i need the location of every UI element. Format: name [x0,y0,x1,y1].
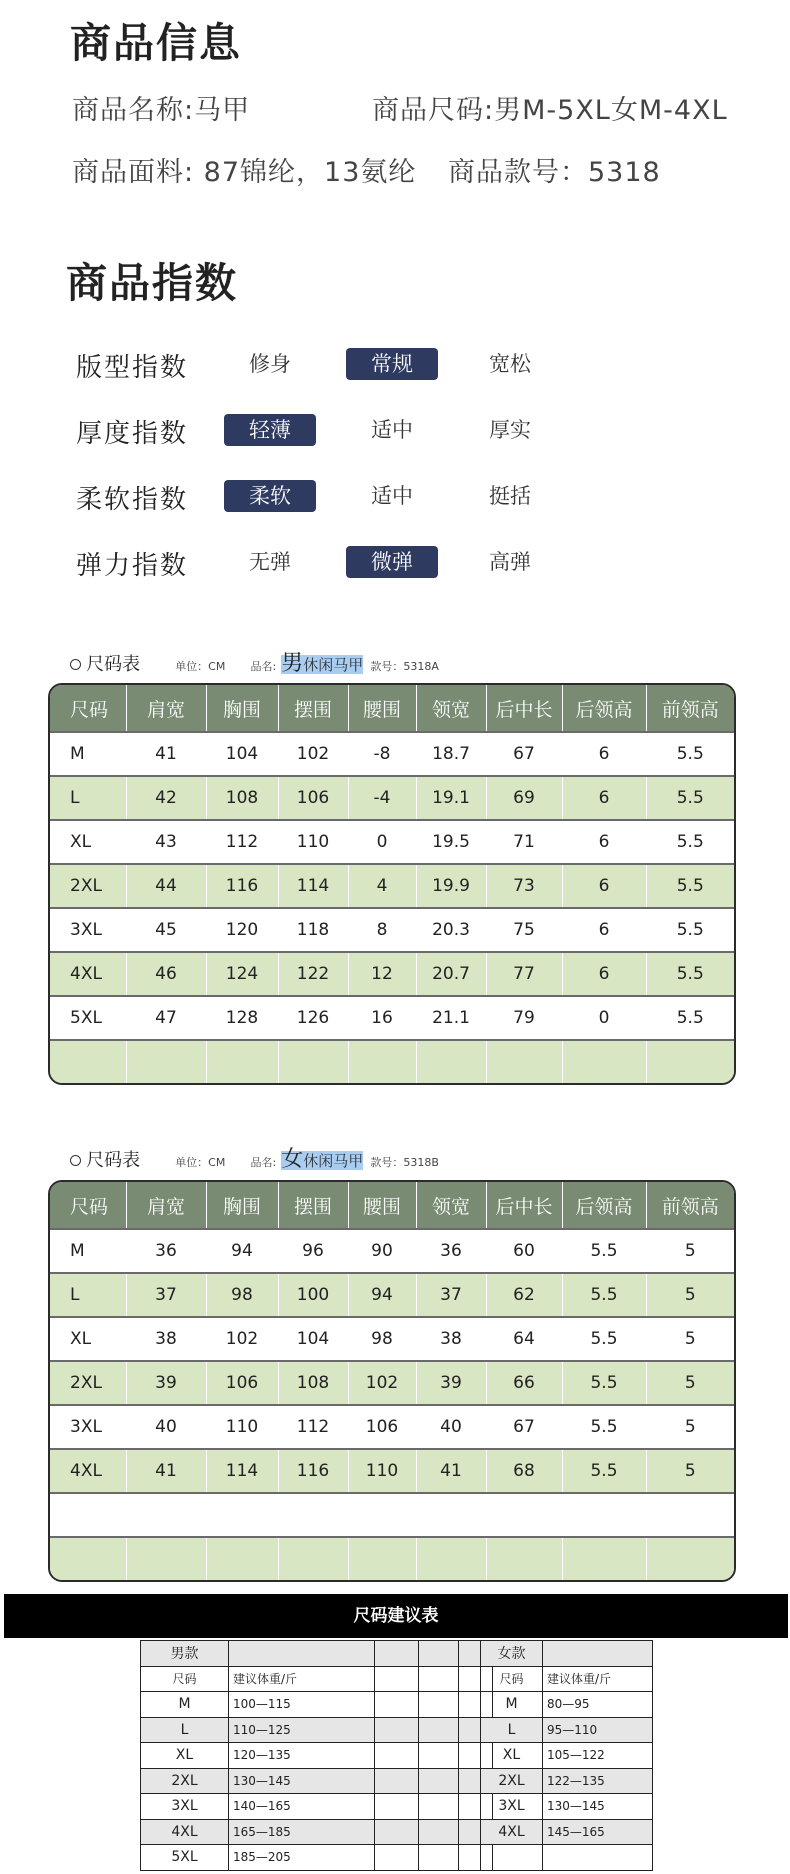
table-cell: L [50,1273,126,1317]
table-cell: 108 [278,1361,348,1405]
table-cell: 79 [486,996,562,1040]
table-cell: 3XL [50,908,126,952]
table-cell: 44 [126,864,206,908]
index-label: 柔软指数 [76,485,189,515]
empty-cell [419,1819,459,1845]
table-cell: 12 [348,952,416,996]
table-cell: 5 [646,1317,734,1361]
empty-cell [419,1768,459,1794]
empty-cell [375,1819,419,1845]
women-suggestion-table [480,1640,653,1871]
table-cell: 67 [486,1405,562,1449]
men-product-highlight [281,651,364,676]
table-cell: 6 [562,908,646,952]
table-row [141,1845,493,1871]
table-row [50,820,734,864]
table-cell: 6 [562,776,646,820]
table-cell: 95—110 [543,1717,653,1743]
table-cell: 41 [416,1449,486,1493]
index-label: 厚度指数 [76,419,189,449]
empty-cell [419,1717,459,1743]
empty-cell [375,1794,419,1820]
table-cell: 102 [278,732,348,776]
table-row [50,952,734,996]
column-header: 肩宽 [126,685,206,732]
empty-cell [419,1692,459,1718]
women-gender: 女 [281,1147,304,1172]
table-cell: 98 [348,1317,416,1361]
table-cell: 5.5 [646,820,734,864]
table-cell: 114 [278,864,348,908]
table-row [481,1717,653,1743]
index-option: 微弹 [346,546,438,578]
product-fabric: 商品面料: 87锦纶，13氨纶 [72,157,417,188]
table-cell: 140—165 [229,1794,375,1820]
table-cell: 185—205 [229,1845,375,1871]
table-cell: 120 [206,908,278,952]
empty-cell [419,1743,459,1769]
table-row [141,1794,493,1820]
table-cell: 5.5 [646,732,734,776]
table-row [50,1449,734,1493]
circle-icon [70,659,81,670]
table-row [50,1361,734,1405]
table-cell: 5 [646,1449,734,1493]
table-cell: 5 [646,1229,734,1273]
table-cell: 3XL [141,1794,229,1820]
table-cell: 130—145 [229,1768,375,1794]
men-size-table [48,683,736,1085]
table-cell: 110—125 [229,1717,375,1743]
table-cell: 39 [126,1361,206,1405]
table-cell: 20.3 [416,908,486,952]
empty-cell [229,1641,375,1667]
women-product-highlight [281,1147,364,1172]
index-option: 修身 [249,352,291,376]
table-cell: 6 [562,952,646,996]
table-cell: 5.5 [646,776,734,820]
table-row [481,1794,653,1820]
women-size-table [48,1180,736,1582]
table-row [50,776,734,820]
index-option: 适中 [371,418,413,442]
table-cell: 6 [562,864,646,908]
table-cell: 16 [348,996,416,1040]
men-size-header [70,646,439,677]
table-cell: 5 [646,1273,734,1317]
table-cell: 5XL [141,1845,229,1871]
product-index-title: 商品指数 [66,259,238,307]
table-cell: 4XL [481,1819,543,1845]
table-cell: 18.7 [416,732,486,776]
table-cell: 116 [278,1449,348,1493]
table-cell: 3XL [481,1794,543,1820]
table-cell: 106 [278,776,348,820]
table-cell: XL [481,1743,543,1769]
table-cell: 41 [126,732,206,776]
table-cell: 5 [646,1405,734,1449]
table-cell: 94 [348,1273,416,1317]
index-option: 适中 [371,484,413,508]
table-row [481,1819,653,1845]
empty-cell [419,1794,459,1820]
empty-cell [543,1641,653,1667]
table-row [50,1405,734,1449]
empty-cell [419,1666,459,1692]
size-suggestion-title: 尺码建议表 [4,1594,788,1638]
table-cell: 120—135 [229,1743,375,1769]
table-row-empty [50,1493,734,1537]
table-cell: 118 [278,908,348,952]
table-row [481,1768,653,1794]
table-cell: 5.5 [562,1405,646,1449]
table-row [481,1845,653,1871]
women-size-heading: 尺码表 [86,1150,141,1171]
table-cell: 19.1 [416,776,486,820]
women-product: 休闲马甲 [303,1152,364,1170]
table-cell: 5.5 [562,1229,646,1273]
table-cell: 21.1 [416,996,486,1040]
table-row [141,1819,493,1845]
circle-icon [70,1155,81,1166]
table-cell: 5.5 [646,864,734,908]
table-cell: 145—165 [543,1819,653,1845]
empty-cell [375,1666,419,1692]
table-cell: L [50,776,126,820]
table-cell: 67 [486,732,562,776]
table-row [50,1317,734,1361]
table-cell: 64 [486,1317,562,1361]
column-header: 领宽 [416,685,486,732]
table-cell: XL [50,1317,126,1361]
table-cell: -8 [348,732,416,776]
table-cell: 106 [348,1405,416,1449]
table-cell: 124 [206,952,278,996]
empty-cell [419,1641,459,1667]
table-cell: 94 [206,1229,278,1273]
suggestion-title: 女款 [481,1641,543,1667]
index-option: 厚实 [489,418,531,442]
empty-cell [481,1845,543,1871]
table-cell: 122 [278,952,348,996]
table-cell: -4 [348,776,416,820]
table-cell: 36 [416,1229,486,1273]
table-row [481,1692,653,1718]
table-cell: 114 [206,1449,278,1493]
table-row [50,996,734,1040]
index-option: 挺括 [489,484,531,508]
index-option: 高弹 [489,550,531,574]
table-cell: 112 [206,820,278,864]
table-cell: 6 [562,820,646,864]
table-cell: 5.5 [646,908,734,952]
table-cell: 5.5 [646,952,734,996]
table-cell: 46 [126,952,206,996]
table-cell: 20.7 [416,952,486,996]
table-cell: L [481,1717,543,1743]
column-header: 摆围 [278,1182,348,1229]
table-cell: 4XL [50,952,126,996]
column-header: 尺码 [50,1182,126,1229]
table-cell: 4XL [50,1449,126,1493]
table-cell: 5.5 [562,1449,646,1493]
women-size-header [70,1142,439,1173]
table-cell: 40 [416,1405,486,1449]
table-cell: 5.5 [562,1361,646,1405]
index-option: 轻薄 [224,414,316,446]
empty-cell [419,1845,459,1871]
table-cell: 96 [278,1229,348,1273]
table-cell: 2XL [141,1768,229,1794]
women-size-grid [50,1182,734,1580]
table-cell: 71 [486,820,562,864]
column-header: 建议体重/斤 [229,1666,375,1692]
column-header: 腰围 [348,1182,416,1229]
table-row [141,1692,493,1718]
men-name-label: 品名: [250,660,277,673]
empty-cell [375,1768,419,1794]
table-row [141,1717,493,1743]
table-cell: 19.5 [416,820,486,864]
table-cell: 116 [206,864,278,908]
table-cell: 0 [348,820,416,864]
table-cell: 165—185 [229,1819,375,1845]
table-row-empty [50,1040,734,1083]
table-cell: 80—95 [543,1692,653,1718]
empty-cell [375,1692,419,1718]
table-cell: 0 [562,996,646,1040]
table-cell: 100—115 [229,1692,375,1718]
table-cell: 2XL [50,1361,126,1405]
empty-cell [375,1641,419,1667]
table-cell: M [50,1229,126,1273]
table-cell: 130—145 [543,1794,653,1820]
table-row [50,1273,734,1317]
men-suggestion-table [140,1640,493,1871]
table-cell: 19.9 [416,864,486,908]
column-header: 尺码 [141,1666,229,1692]
table-cell: 98 [206,1273,278,1317]
table-cell: 3XL [50,1405,126,1449]
table-cell: 5.5 [646,996,734,1040]
product-name: 商品名称:马甲 [72,95,251,126]
table-cell: 73 [486,864,562,908]
index-label: 版型指数 [76,353,189,383]
table-row [141,1743,493,1769]
table-cell: 104 [206,732,278,776]
table-cell: 104 [278,1317,348,1361]
table-cell: 2XL [481,1768,543,1794]
table-cell: 69 [486,776,562,820]
table-cell: 4 [348,864,416,908]
table-cell: 6 [562,732,646,776]
column-header: 胸围 [206,685,278,732]
table-row-empty [50,1537,734,1580]
men-product: 休闲马甲 [303,656,364,674]
table-cell: 100 [278,1273,348,1317]
table-cell: 90 [348,1229,416,1273]
table-row [50,732,734,776]
table-cell: 110 [278,820,348,864]
empty-cell [543,1845,653,1871]
table-cell: 110 [206,1405,278,1449]
table-cell: 5 [646,1361,734,1405]
women-unit: 单位：CM [175,1156,226,1169]
column-header: 尺码 [481,1666,543,1692]
table-row [141,1768,493,1794]
table-cell: 126 [278,996,348,1040]
column-header: 后中长 [486,1182,562,1229]
men-size-heading: 尺码表 [86,654,141,675]
column-header: 建议体重/斤 [543,1666,653,1692]
table-cell: M [141,1692,229,1718]
table-cell: 40 [126,1405,206,1449]
table-cell: 102 [348,1361,416,1405]
table-cell: XL [50,820,126,864]
table-cell: 38 [126,1317,206,1361]
men-unit: 单位：CM [175,660,226,673]
table-cell: 66 [486,1361,562,1405]
table-cell: 60 [486,1229,562,1273]
men-style-no: 款号：5318A [370,660,439,673]
product-size-range: 商品尺码:男M-5XL女M-4XL [372,95,728,126]
table-cell: 110 [348,1449,416,1493]
product-info-title: 商品信息 [70,19,242,67]
column-header: 后领高 [562,1182,646,1229]
table-cell: 102 [206,1317,278,1361]
table-cell: L [141,1717,229,1743]
column-header: 尺码 [50,685,126,732]
table-row [50,908,734,952]
women-style-no: 款号：5318B [370,1156,439,1169]
column-header: 胸围 [206,1182,278,1229]
table-cell: 37 [416,1273,486,1317]
table-cell: 45 [126,908,206,952]
index-option: 柔软 [224,480,316,512]
table-cell: 62 [486,1273,562,1317]
column-header: 腰围 [348,685,416,732]
table-cell: 68 [486,1449,562,1493]
table-cell: M [481,1692,543,1718]
table-cell: 106 [206,1361,278,1405]
table-cell: 105—122 [543,1743,653,1769]
table-cell: 122—135 [543,1768,653,1794]
product-style-number: 商品款号：5318 [448,157,661,188]
table-cell: 77 [486,952,562,996]
table-cell: 5.5 [562,1317,646,1361]
column-header: 前领高 [646,1182,734,1229]
column-header: 领宽 [416,1182,486,1229]
table-cell: M [50,732,126,776]
table-cell: 37 [126,1273,206,1317]
table-cell: 2XL [50,864,126,908]
table-cell: 39 [416,1361,486,1405]
table-cell: 5XL [50,996,126,1040]
men-size-grid [50,685,734,1083]
table-cell: 112 [278,1405,348,1449]
suggestion-title: 男款 [141,1641,229,1667]
table-cell: 4XL [141,1819,229,1845]
table-cell: 75 [486,908,562,952]
men-gender: 男 [281,651,304,676]
table-cell: 42 [126,776,206,820]
table-cell: 5.5 [562,1273,646,1317]
table-row [50,864,734,908]
table-row [481,1743,653,1769]
table-cell: XL [141,1743,229,1769]
table-cell: 8 [348,908,416,952]
table-cell: 108 [206,776,278,820]
empty-cell [375,1743,419,1769]
women-name-label: 品名: [250,1156,277,1169]
column-header: 前领高 [646,685,734,732]
column-header: 摆围 [278,685,348,732]
index-option: 常规 [346,348,438,380]
table-cell: 41 [126,1449,206,1493]
table-cell: 43 [126,820,206,864]
table-cell: 128 [206,996,278,1040]
table-cell: 36 [126,1229,206,1273]
table-cell: 47 [126,996,206,1040]
table-cell: 38 [416,1317,486,1361]
column-header: 肩宽 [126,1182,206,1229]
index-option: 无弹 [249,550,291,574]
index-option: 宽松 [489,352,531,376]
column-header: 后领高 [562,685,646,732]
empty-cell [375,1717,419,1743]
table-row [50,1229,734,1273]
empty-cell [375,1845,419,1871]
index-label: 弹力指数 [76,551,189,581]
column-header: 后中长 [486,685,562,732]
